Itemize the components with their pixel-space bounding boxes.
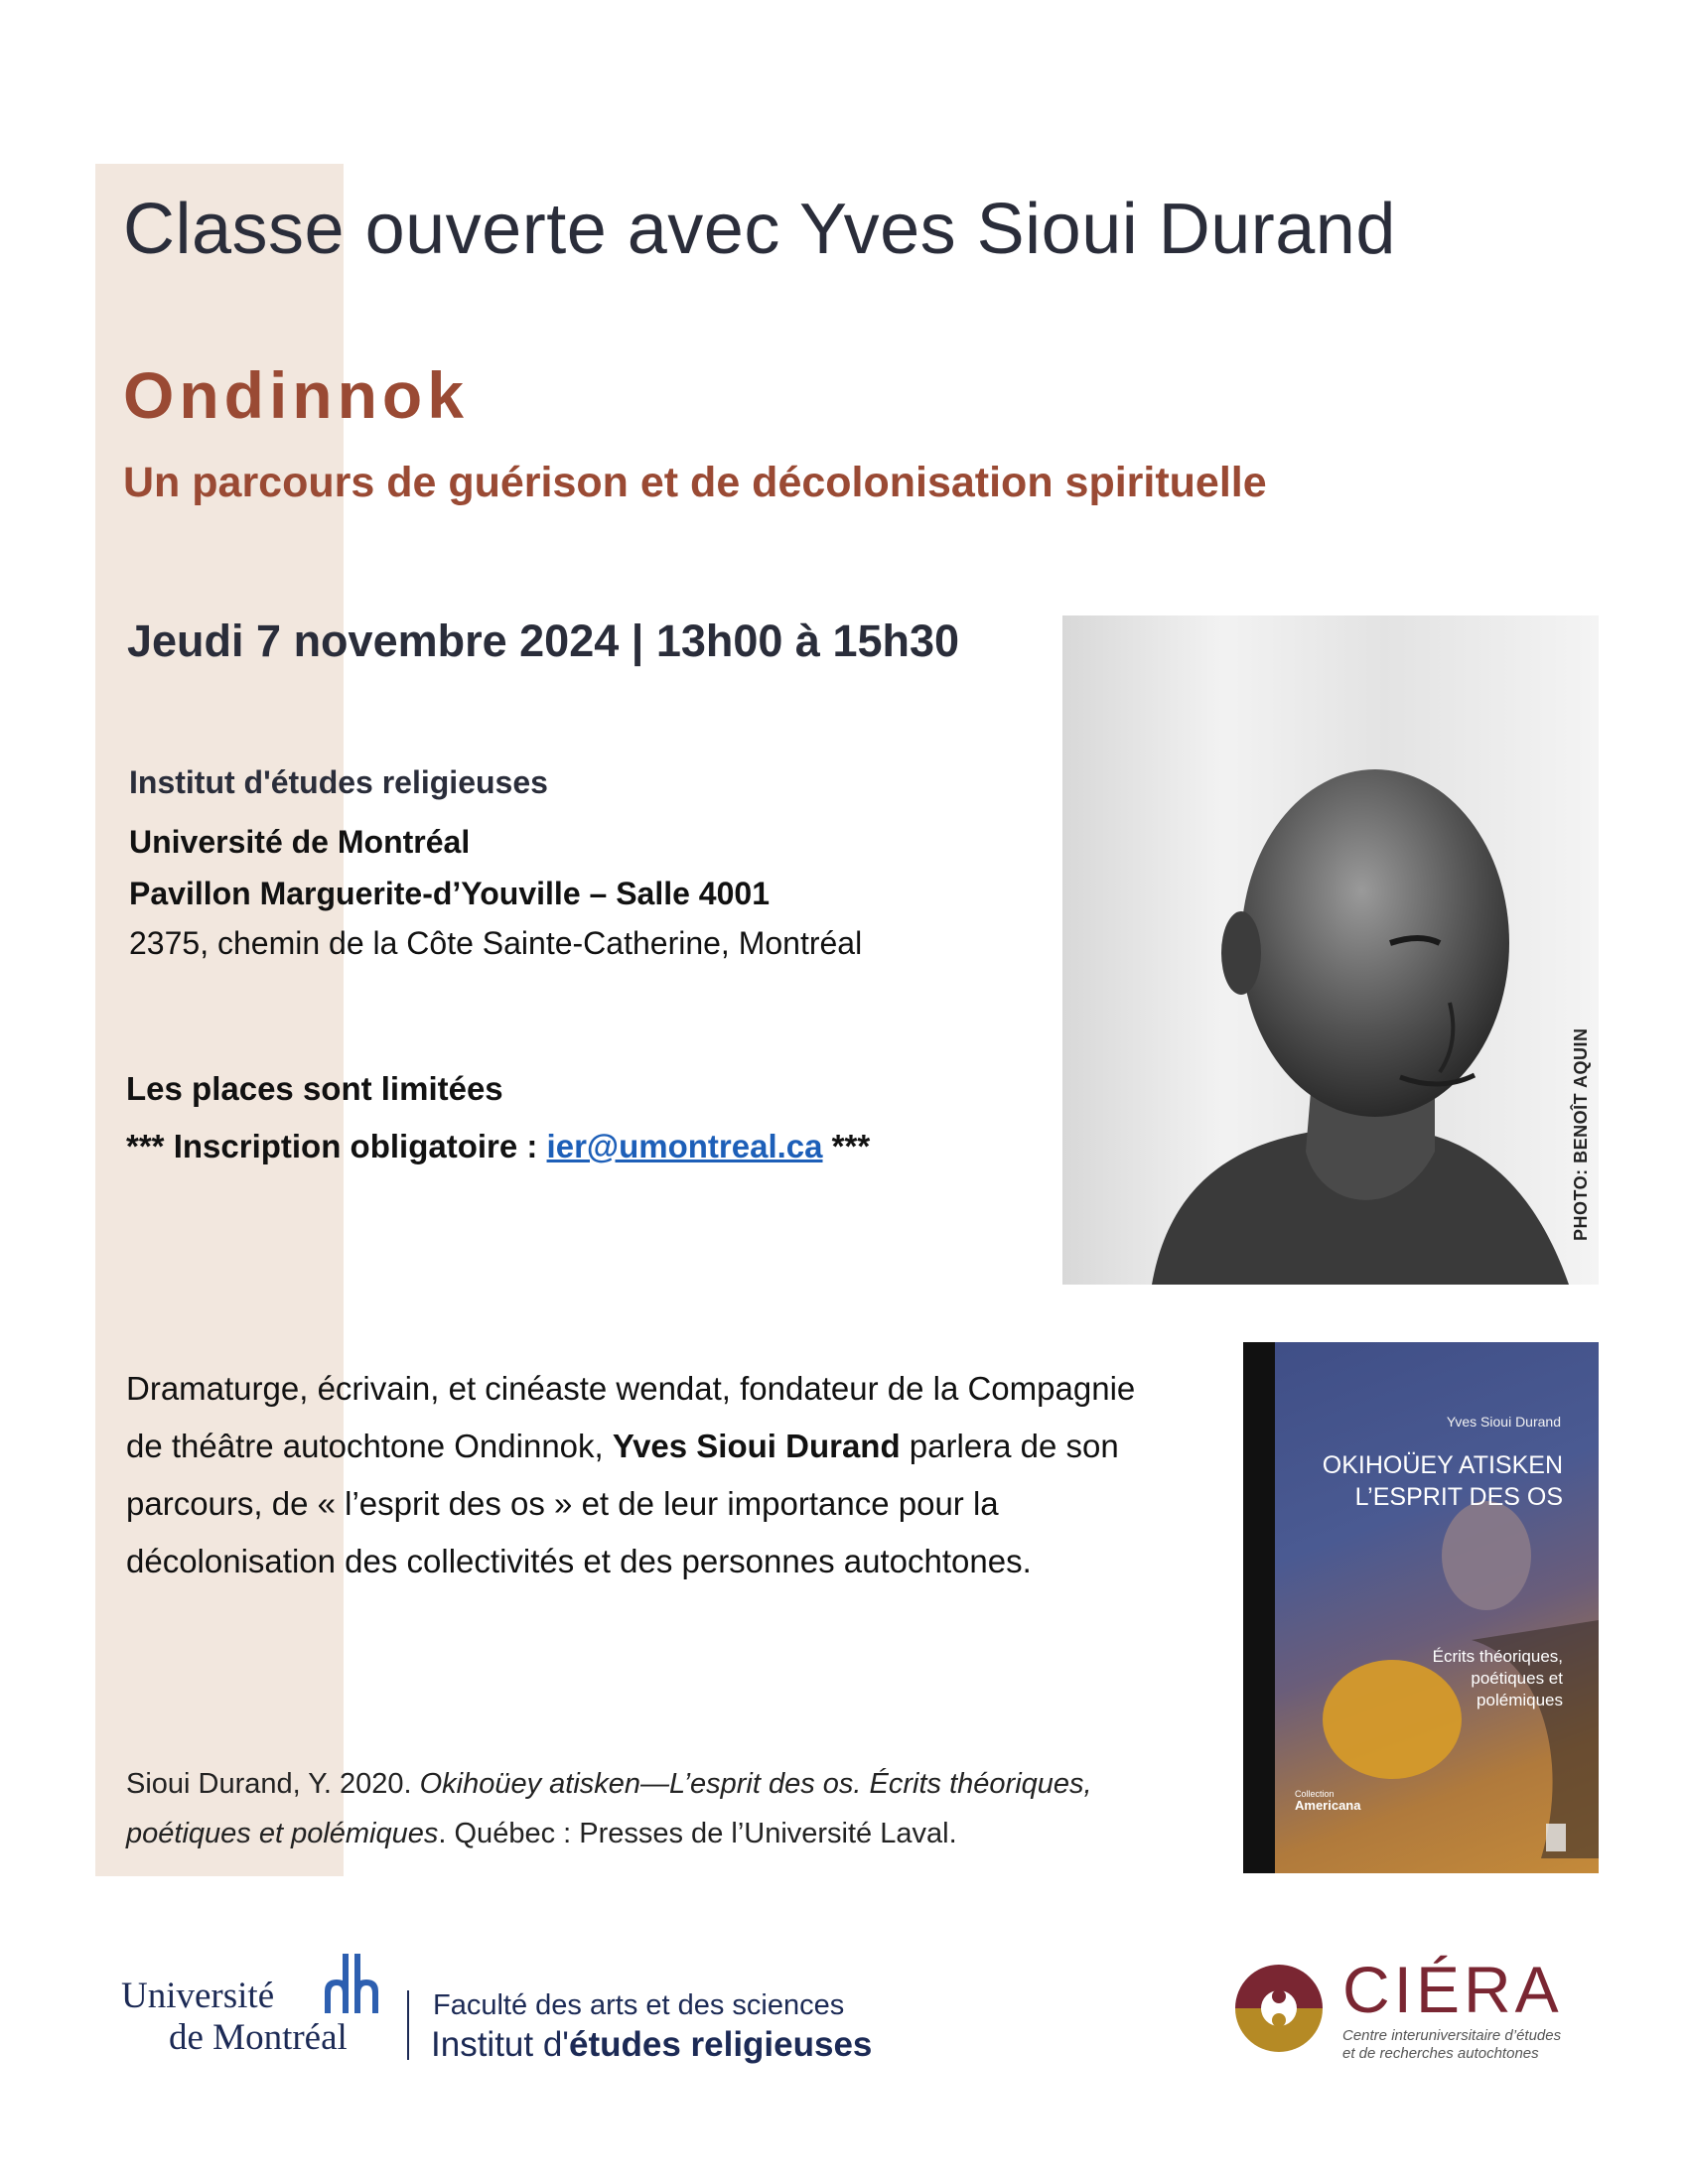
registration-email-link[interactable]: ier@umontreal.ca — [546, 1128, 823, 1164]
book-title-line1: OKIHOÜEY ATISKEN — [1322, 1451, 1563, 1479]
book-collection — [1295, 1789, 1360, 1813]
book-cover — [1243, 1342, 1599, 1873]
ciera-wordmark: CIÉRA — [1342, 1953, 1563, 2026]
portrait-photo — [1062, 615, 1599, 1285]
udem-logo-icon — [323, 1954, 390, 2015]
institute-footer-bold: études religieuses — [568, 2025, 873, 2064]
reference-publisher: . Québec : Presses de l’Université Laval. — [438, 1818, 957, 1849]
page-title: Classe ouverte avec Yves Sioui Durand — [123, 190, 1396, 269]
registration-prefix: *** Inscription obligatoire : — [126, 1128, 547, 1164]
ciera-subtitle-line1: Centre interuniversitaire d’études — [1342, 2027, 1562, 2044]
registration-line — [126, 1128, 870, 1165]
places-limited: Les places sont limitées — [126, 1070, 503, 1107]
tagline: Un parcours de guérison et de décolonisation spirituelle — [123, 459, 1267, 506]
udem-line2: de Montréal — [169, 2017, 348, 2058]
book-collection-name: Americana — [1295, 1798, 1361, 1813]
reference-title: Okihoüey atisken—L’esprit des os. Écrits théoriques, poétiques et polémiques — [126, 1768, 1092, 1849]
portrait-illustration — [1062, 615, 1599, 1285]
ciera-subtitle-line2: et de recherches autochtones — [1342, 2045, 1539, 2062]
description-part1: Dramaturge, écrivain, et cinéaste wendat, fondateur de la Compagnie de théâtre autochtone Ondinnok, — [126, 1370, 1136, 1464]
street-address: 2375, chemin de la Côte Sainte-Catherine, Montréal — [129, 925, 863, 961]
book-author: Yves Sioui Durand — [1446, 1414, 1561, 1430]
university-name: Université de Montréal — [129, 824, 471, 860]
pavilion-room: Pavillon Marguerite-d’Youville – Salle 4001 — [129, 876, 770, 911]
description-part2: parlera de son parcours, de « l’esprit des os » et de leur importance pour la décolonisation des collectivités et des personnes autochtones. — [126, 1428, 1119, 1579]
reference-author: Sioui Durand, Y. 2020. — [126, 1768, 420, 1800]
book-subtitle: Écrits théoriques, poétiques et polémiques — [1432, 1647, 1563, 1709]
book-reference — [126, 1759, 1179, 1858]
udem-line1: Université — [121, 1976, 275, 2016]
udem-logo-text — [121, 1976, 348, 2059]
photo-credit: PHOTO: BENOÎT AQUIN — [1571, 1027, 1591, 1241]
description — [126, 1360, 1179, 1590]
ciera-logo-icon — [1231, 1961, 1327, 2056]
subtitle-ondinnok: Ondinnok — [123, 358, 469, 432]
book-collection-label: Collection — [1295, 1789, 1335, 1799]
description-name: Yves Sioui Durand — [612, 1428, 901, 1464]
faculty-name: Faculté des arts et des sciences — [433, 1989, 845, 2021]
book-title-line2: L’ESPRIT DES OS — [1354, 1483, 1563, 1511]
institute-footer — [431, 2025, 872, 2065]
registration-suffix: *** — [822, 1128, 871, 1164]
institute-footer-prefix: Institut d' — [431, 2025, 569, 2064]
event-date-time: Jeudi 7 novembre 2024 | 13h00 à 15h30 — [127, 615, 960, 666]
footer-separator — [407, 1990, 409, 2060]
institute-name: Institut d'études religieuses — [129, 764, 548, 800]
